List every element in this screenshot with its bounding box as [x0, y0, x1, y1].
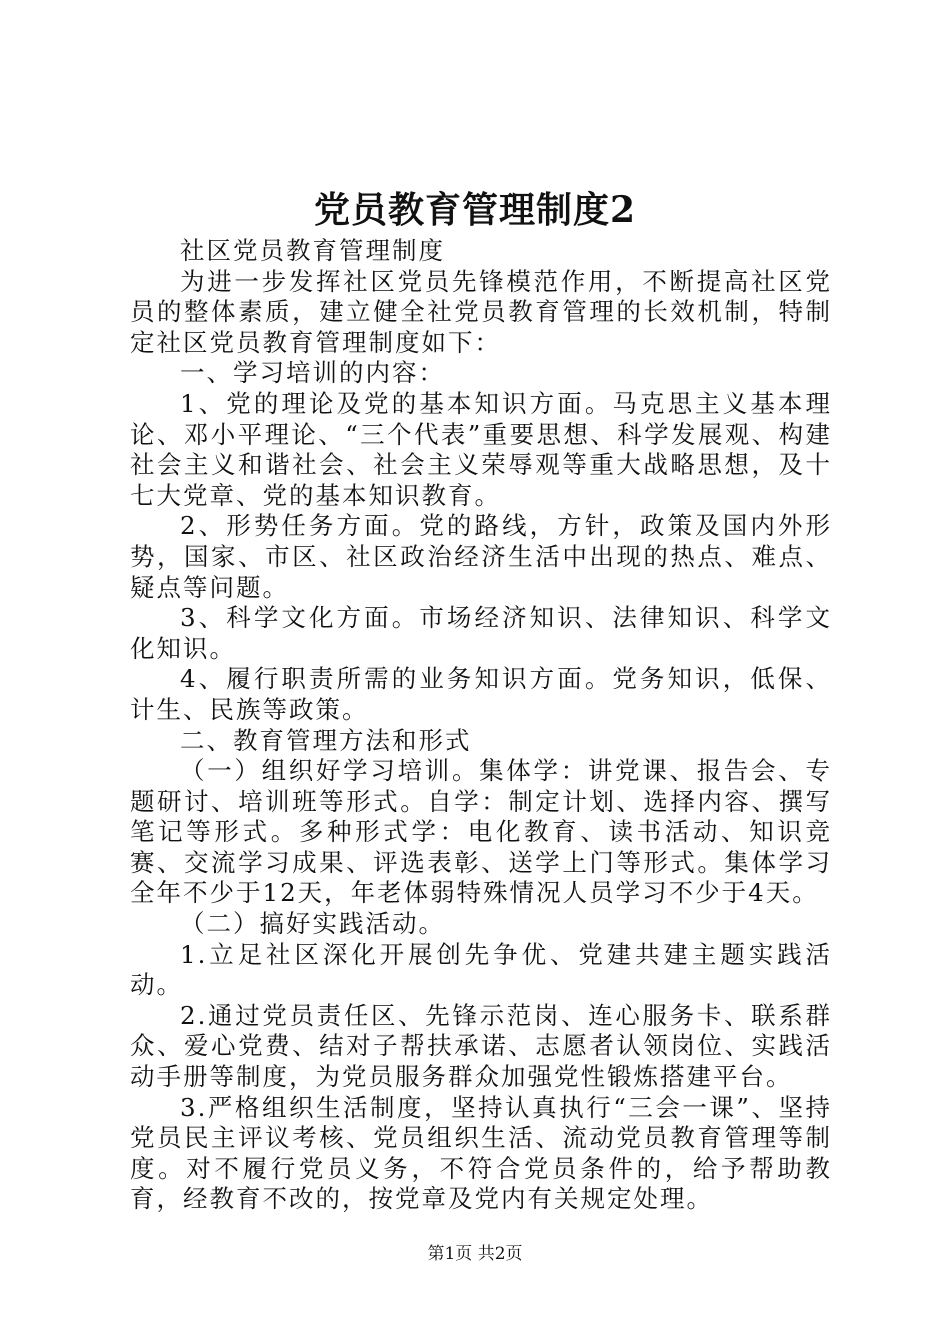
paragraph: 3、科学文化方面。市场经济知识、法律知识、科学文化知识。 — [130, 603, 832, 663]
paragraph: 社区党员教育管理制度 — [180, 236, 445, 265]
section-heading: 二、教育管理方法和形式 — [180, 725, 472, 755]
paragraph: 4、履行职责所需的业务知识方面。党务知识，低保、计生、民族等政策。 — [130, 664, 832, 724]
paragraph: 2、形势任务方面。党的路线，方针，政策及国内外形势，国家、市区、社区政治经济生活中出现的热点、难点、疑点等问题。 — [130, 511, 832, 602]
paragraph: 1、党的理论及党的基本知识方面。马克思主义基本理论、邓小平理论、“三个代表”重要思想、科学发展观、构建社会主义和谐社会、社会主义荣辱观等重大战略思想，及十七大党章、党的基本知识教育。 — [130, 388, 832, 510]
paragraph: 为进一步发挥社区党员先锋模范作用，不断提高社区党员的整体素质，建立健全社党员教育管理的长效机制，特制定社区党员教育管理制度如下： — [130, 266, 832, 357]
page-number-footer: 第1页 共2页 — [427, 1244, 523, 1264]
paragraph: （一）组织好学习培训。集体学：讲党课、报告会、专题研讨、培训班等形式。自学：制定计划、选择内容、撰写笔记等形式。多种形式学：电化教育、读书活动、知识竞赛、交流学习成果、评选表彰、送学上门等形式。集体学习全年不少于12天，年老体弱特殊情况人员学习不少于4天。 — [130, 756, 832, 908]
paragraph: （二）搞好实践活动。 — [180, 909, 445, 939]
paragraph: 1.立足社区深化开展创先争优、党建共建主题实践活动。 — [130, 939, 832, 1000]
document-body — [130, 236, 832, 1215]
document-title: 党员教育管理制度2 — [313, 189, 637, 231]
paragraph: 3.严格组织生活制度，坚持认真执行“三会一课”、坚持党员民主评议考核、党员组织生活、流动党员教育管理等制度。对不履行党员义务，不符合党员条件的，给予帮助教育，经教育不改的，按党章及党内有关规定处理。 — [130, 1092, 832, 1214]
paragraph: 2.通过党员责任区、先锋示范岗、连心服务卡、联系群众、爱心党费、结对子帮扶承诺、志愿者认领岗位、实践活动手册等制度，为党员服务群众加强党性锻炼搭建平台。 — [130, 1000, 832, 1092]
section-heading: 一、学习培训的内容： — [180, 358, 445, 388]
